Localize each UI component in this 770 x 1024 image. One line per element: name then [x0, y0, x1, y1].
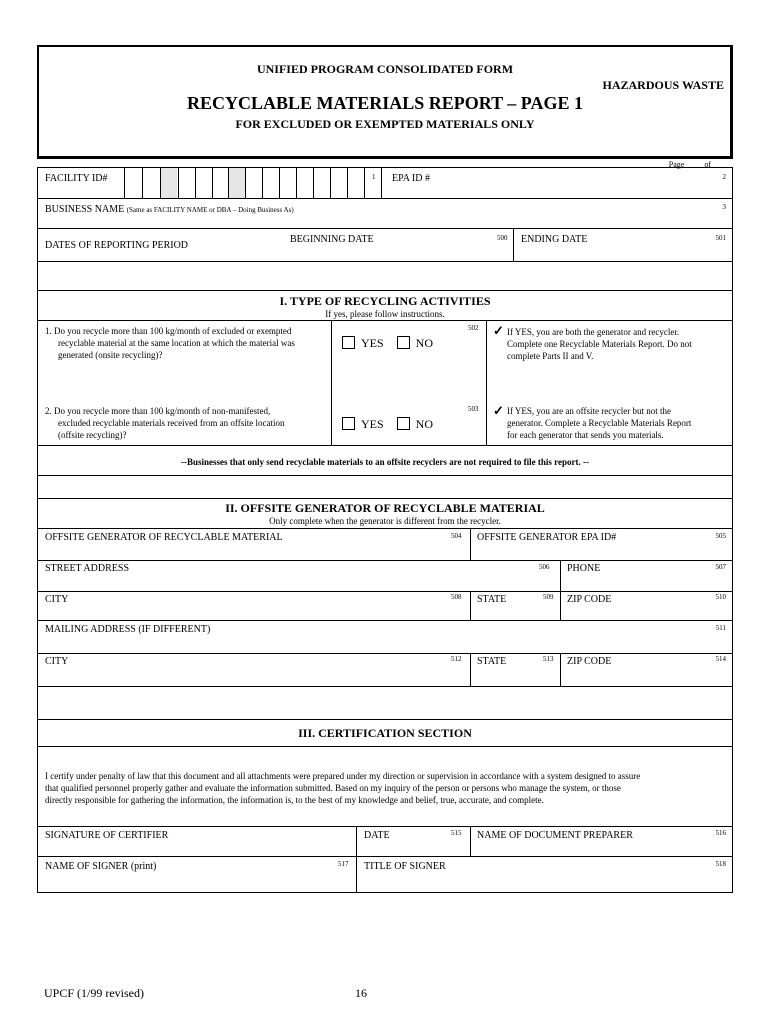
ending-date-input[interactable] [520, 246, 730, 260]
street-label: STREET ADDRESS [45, 563, 129, 574]
certification-line: I certify under penalty of law that this document and all attachments were prepared under my direction or supervision in accordance with a system designed to assure [45, 771, 641, 781]
mailing-num: 511 [715, 624, 726, 632]
signature-input[interactable] [38, 842, 354, 855]
signer-num: 517 [338, 860, 349, 868]
state-input[interactable] [472, 606, 558, 619]
generator-label: OFFSITE GENERATOR OF RECYCLABLE MATERIAL [45, 532, 283, 543]
street-num: 506 [539, 563, 550, 571]
generator-input[interactable] [38, 544, 468, 559]
certification-line: directly responsible for gathering the information, the information is, to the best of my knowledge and belief, true, accurate, and complete. [45, 795, 544, 805]
mailing-label: MAILING ADDRESS (IF DIFFERENT) [45, 624, 211, 635]
title-num: 518 [715, 860, 726, 868]
q1-no-checkbox[interactable] [397, 336, 410, 349]
signer-input[interactable] [38, 874, 354, 891]
page-number: 16 [355, 986, 367, 1000]
question-2 [45, 405, 284, 441]
city2-label: CITY [45, 656, 69, 667]
facility-id-num: 1 [372, 173, 376, 181]
zip2-num: 514 [715, 655, 726, 663]
form-name: UNIFIED PROGRAM CONSOLIDATED FORM [256, 62, 514, 76]
question-2-line: 2. Do you recycle more than 100 kg/month of non-manifested, [45, 406, 271, 416]
question-1-num: 502 [468, 324, 479, 332]
generator-epa-input[interactable] [472, 544, 730, 559]
question-2-line: excluded recyclable materials received from an offsite location [58, 418, 285, 428]
city2-num: 512 [451, 655, 462, 663]
section1-title: I. TYPE OF RECYCLING ACTIVITIES [279, 294, 491, 308]
question-1-line: recyclable material at the same location at which the material was [58, 338, 295, 348]
section1-instructions: If yes, please follow instructions. [325, 309, 445, 319]
beginning-date-label: BEGINNING DATE [290, 234, 374, 245]
signature-label: SIGNATURE OF CERTIFIER [45, 830, 169, 841]
page-title: RECYCLABLE MATERIALS REPORT – PAGE 1 [187, 93, 583, 113]
page-counter: Page ____ of ____ [668, 160, 729, 169]
date-num: 515 [451, 829, 462, 837]
q2-yes-label: YES [361, 417, 384, 431]
city-label: CITY [45, 594, 69, 605]
title-label: TITLE OF SIGNER [364, 861, 446, 872]
question-2-note-line: If YES, you are an offsite recycler but not the [507, 406, 671, 416]
state2-label: STATE [477, 656, 507, 667]
question-2-note-line: for each generator that sends you materials. [507, 430, 664, 440]
state-label: STATE [477, 594, 507, 605]
question-1-note-line: complete Parts II and V. [507, 351, 594, 361]
facility-id-boxes[interactable] [124, 168, 384, 198]
reporting-period-label: DATES OF REPORTING PERIOD [45, 240, 189, 251]
state2-num: 513 [543, 655, 554, 663]
zip2-input[interactable] [562, 668, 730, 684]
question-2-options [342, 417, 433, 432]
question-1-note-line: Complete one Recyclable Materials Report. Do not [507, 339, 692, 349]
question-2-note-line: generator. Complete a Recyclable Materials Report [507, 418, 692, 428]
question-1-note-line: If YES, you are both the generator and recycler. [507, 327, 680, 337]
mailing-input[interactable] [38, 636, 730, 652]
form-code: UPCF (1/99 revised) [44, 986, 144, 1000]
section2-title: II. OFFSITE GENERATOR OF RECYCLABLE MATERIAL [225, 501, 545, 515]
page-subtitle: FOR EXCLUDED OR EXEMPTED MATERIALS ONLY [235, 117, 535, 131]
phone-label: PHONE [567, 563, 601, 574]
street-input[interactable] [38, 576, 558, 590]
check-icon: ✓ [493, 323, 504, 338]
question-2-line: (offsite recycling)? [58, 430, 127, 440]
beginning-date-num: 500 [497, 234, 508, 242]
generator-epa-label: OFFSITE GENERATOR EPA ID# [477, 532, 617, 543]
city-num: 508 [451, 593, 462, 601]
zip-input[interactable] [562, 606, 730, 619]
certification-statement [45, 770, 729, 806]
zip-label: ZIP CODE [567, 594, 612, 605]
ending-date-num: 501 [715, 234, 726, 242]
city2-input[interactable] [38, 668, 468, 684]
preparer-label: NAME OF DOCUMENT PREPARER [477, 830, 633, 841]
state2-input[interactable] [472, 668, 558, 684]
date-label: DATE [364, 830, 390, 841]
generator-epa-num: 505 [715, 532, 726, 540]
ending-date-label: ENDING DATE [521, 234, 588, 245]
question-1-options [342, 336, 433, 351]
business-name-title: BUSINESS NAME [45, 204, 125, 215]
title-input[interactable] [358, 874, 730, 891]
business-name-note: (Same as FACILITY NAME or DBA – Doing Business As) [126, 206, 294, 214]
category-label: HAZARDOUS WASTE [602, 78, 724, 92]
question-1-line: generated (onsite recycling)? [58, 350, 163, 360]
q1-yes-label: YES [361, 336, 384, 350]
business-name-input[interactable] [38, 216, 732, 227]
beginning-date-input[interactable] [290, 246, 510, 260]
check-icon: ✓ [493, 403, 504, 418]
question-1-line: 1. Do you recycle more than 100 kg/month of excluded or exempted [45, 326, 292, 336]
zip2-label: ZIP CODE [567, 656, 612, 667]
state-num: 509 [543, 593, 554, 601]
city-input[interactable] [38, 606, 468, 619]
preparer-num: 516 [715, 829, 726, 837]
q2-no-checkbox[interactable] [397, 417, 410, 430]
facility-id-label: FACILITY ID# [45, 173, 108, 184]
q2-no-label: NO [415, 417, 434, 431]
q2-yes-checkbox[interactable] [342, 417, 355, 430]
question-2-note [507, 405, 691, 441]
question-1-note [507, 326, 692, 362]
section2-instructions: Only complete when the generator is different from the recycler. [269, 516, 501, 526]
business-name-num: 3 [722, 203, 726, 211]
phone-input[interactable] [562, 576, 730, 590]
epa-id-label: EPA ID # [392, 173, 430, 184]
phone-num: 507 [715, 563, 726, 571]
section1-footnote: --Businesses that only send recyclable materials to an offsite recyclers are not required to file this report. -- [181, 457, 589, 467]
preparer-input[interactable] [472, 842, 730, 855]
question-2-num: 503 [468, 405, 479, 413]
generator-num: 504 [451, 532, 462, 540]
business-name-label [45, 204, 294, 215]
section3-title: III. CERTIFICATION SECTION [298, 726, 472, 740]
q1-yes-checkbox[interactable] [342, 336, 355, 349]
question-1 [45, 325, 295, 361]
signer-label: NAME OF SIGNER (print) [45, 861, 157, 872]
epa-id-input[interactable] [385, 168, 732, 198]
date-input[interactable] [358, 842, 468, 855]
certification-line: that qualified personnel properly gather and evaluate the information submitted. Based on my inquiry of the person or persons who manage the system, or those [45, 783, 621, 793]
epa-id-num: 2 [722, 173, 726, 181]
q1-no-label: NO [415, 336, 434, 350]
zip-num: 510 [715, 593, 726, 601]
